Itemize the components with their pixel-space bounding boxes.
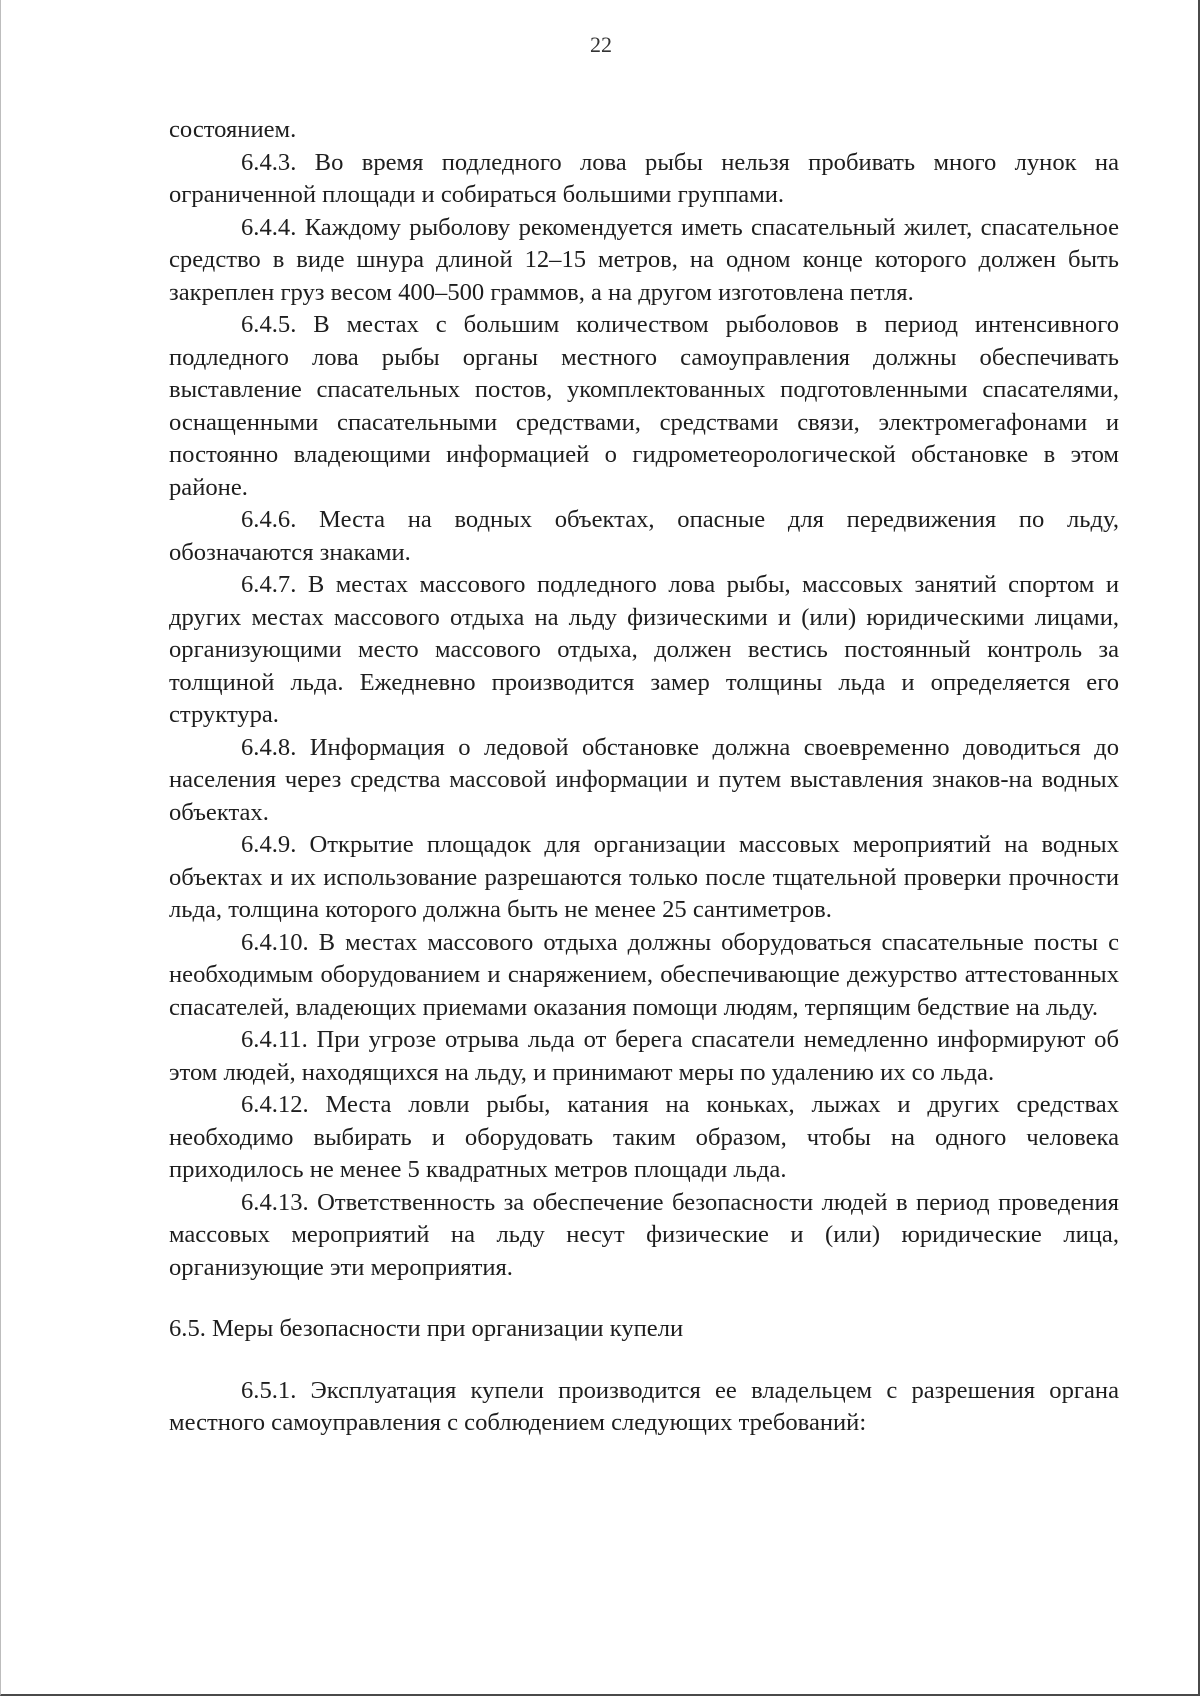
document-body <box>169 114 1119 1440</box>
paragraph-6-4-5: 6.4.5. В местах с большим количеством рыболовов в период интенсивного подледного лова рыбы органы местного самоуправления должны обеспечивать выставление спасательных постов, укомплектованных подготовленными спасателями, оснащенными спасательными средствами, средствами связи, электромегафонами и постоянно владеющими информацией о гидрометеорологической обстановке в этом районе. <box>169 311 1119 501</box>
paragraph-6-4-12: 6.4.12. Места ловли рыбы, катания на коньках, лыжах и других средствах необходимо выбирать и оборудовать таким образом, чтобы на одного человека приходилось не менее 5 квадратных метров площади льда. <box>169 1091 1119 1183</box>
paragraph-6-4-4: 6.4.4. Каждому рыболову рекомендуется иметь спасательный жилет, спасательное средство в виде шнура длиной 12–15 метров, на одном конце которого должен быть закреплен груз весом 400–500 граммов, а на другом изготовлена петля. <box>169 213 1119 306</box>
page-number: 22 <box>590 32 612 57</box>
section-heading: 6.5. Меры безопасности при организации купели <box>169 1315 684 1342</box>
paragraph-6-4-11: 6.4.11. При угрозе отрыва льда от берега спасатели немедленно информируют об этом людей, находящихся на льду, и принимают меры по удалению их со льда. <box>169 1026 1119 1086</box>
paragraph-continuation: состоянием. <box>169 116 297 143</box>
paragraph-6-4-8: 6.4.8. Информация о ледовой обстановке должна своевременно доводиться до населения через средства массовой информации и путем выставления знаков-на водных объектах. <box>169 733 1119 826</box>
paragraph-6-4-13: 6.4.13. Ответственность за обеспечение безопасности людей в период проведения массовых мероприятий на льду несут физические и (или) юридические лица, организующие эти мероприятия. <box>169 1188 1119 1281</box>
paragraph-6-4-9: 6.4.9. Открытие площадок для организации массовых мероприятий на водных объектах и их использование разрешаются только после тщательной проверки прочности льда, толщина которого должна быть не менее 25 сантиметров. <box>169 831 1119 923</box>
paragraph-6-5-1: 6.5.1. Эксплуатация купели производится ее владельцем с разрешения органа местного самоуправления с соблюдением следующих требований: <box>169 1376 1119 1436</box>
paragraph-6-4-3: 6.4.3. Во время подледного лова рыбы нельзя пробивать много лунок на ограниченной площади и собираться большими группами. <box>169 148 1119 208</box>
paragraph-6-4-10: 6.4.10. В местах массового отдыха должны оборудоваться спасательные посты с необходимым оборудованием и снаряжением, обеспечивающие дежурство аттестованных спасателей, владеющих приемами оказания помощи людям, терпящим бедствие на льду. <box>169 928 1119 1021</box>
paragraph-6-4-7: 6.4.7. В местах массового подледного лова рыбы, массовых занятий спортом и других местах массового отдыха на льду физическими и (или) юридическими лицами, организующими место массового отдыха, должен вестись постоянный контроль за толщиной льда. Ежедневно производится замер толщины льда и определяется его структура. <box>169 571 1119 728</box>
paragraph-6-4-6: 6.4.6. Места на водных объектах, опасные для передвижения по льду, обозначаются знаками. <box>169 506 1119 566</box>
